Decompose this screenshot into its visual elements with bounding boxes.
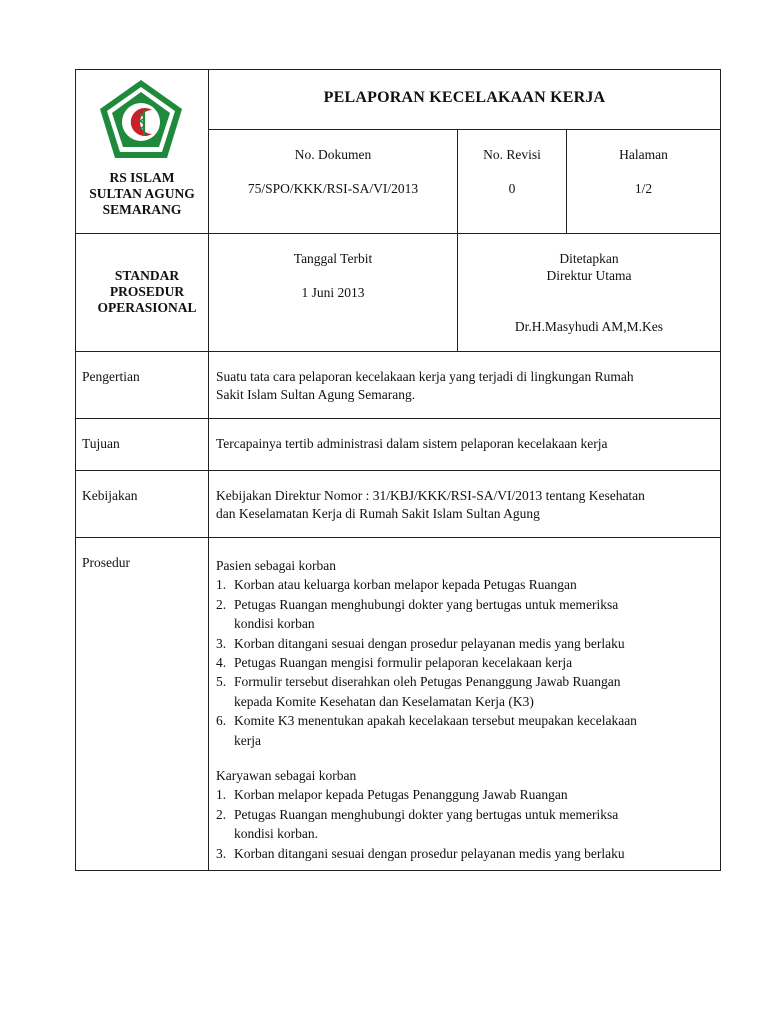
- list-item-text: Korban atau keluarga korban melapor kepada Petugas Ruangan: [234, 577, 577, 593]
- prosedur-content: [216, 556, 716, 863]
- spo-line-3: OPERASIONAL: [97, 300, 197, 315]
- list-item-text: Petugas Ruangan menghubungi dokter yang bertugas untuk memeriksa: [234, 596, 619, 612]
- signatory-name: Dr.H.Masyhudi AM,M.Kes: [514, 319, 664, 334]
- group1-list: [216, 575, 716, 750]
- list-item-number: 1.: [216, 577, 227, 593]
- group2-list: [216, 785, 716, 863]
- no-revisi-label: No. Revisi: [483, 147, 541, 162]
- list-item: [216, 805, 716, 844]
- hospital-name-line-3: SEMARANG: [102, 202, 182, 217]
- list-item-number: 4.: [216, 655, 227, 671]
- row-divider-5: [75, 537, 721, 538]
- row-divider-1: [75, 233, 721, 234]
- kebijakan-line-2: dan Keselamatan Kerja di Rumah Sakit Islam Sultan Agung: [216, 506, 540, 521]
- list-item-number: 6.: [216, 713, 227, 729]
- list-item-text: kerja: [234, 732, 261, 748]
- kebijakan-text: [216, 487, 716, 523]
- group2-title: Karyawan sebagai korban: [216, 768, 357, 784]
- row-divider-2: [75, 351, 721, 352]
- list-item-text: Petugas Ruangan menghubungi dokter yang bertugas untuk memeriksa: [234, 806, 619, 822]
- no-dokumen-value: 75/SPO/KKK/RSI-SA/VI/2013: [247, 181, 419, 196]
- list-item-text: Formulir tersebut diserahkan oleh Petugas Penanggung Jawab Ruangan: [234, 674, 621, 690]
- hospital-name-line-1: RS ISLAM: [109, 170, 175, 185]
- hospital-name-line-2: SULTAN AGUNG: [89, 186, 195, 201]
- prosedur-label: Prosedur: [82, 555, 130, 570]
- list-item-text: kondisi korban.: [234, 826, 318, 842]
- tanggal-terbit-value: 1 Juni 2013: [301, 285, 365, 300]
- tujuan-text: Tercapainya tertib administrasi dalam sistem pelaporan kecelakaan kerja: [216, 436, 608, 451]
- spo-line-1: STANDAR: [114, 268, 180, 283]
- pengertian-text: [216, 368, 716, 404]
- row-divider-3: [75, 418, 721, 419]
- halaman-label: Halaman: [619, 147, 668, 162]
- list-item: [216, 785, 716, 804]
- hospital-logo-icon: [96, 78, 186, 162]
- pengertian-line-2: Sakit Islam Sultan Agung Semarang.: [216, 387, 416, 402]
- direktur-label: Direktur Utama: [546, 268, 632, 283]
- list-item-number: 1.: [216, 787, 227, 803]
- tanggal-terbit-label: Tanggal Terbit: [293, 251, 373, 266]
- row-divider-4: [75, 470, 721, 471]
- halaman-value: 1/2: [634, 181, 653, 196]
- list-item-number: 5.: [216, 674, 227, 690]
- ditetapkan-label: Ditetapkan: [559, 251, 619, 266]
- no-revisi-value: 0: [508, 181, 516, 196]
- list-item-text: Korban melapor kepada Petugas Penanggung Jawab Ruangan: [234, 787, 568, 803]
- list-item: [216, 634, 716, 653]
- list-item: [216, 595, 716, 634]
- list-item: [216, 672, 716, 711]
- list-item-text: Petugas Ruangan mengisi formulir pelaporan kecelakaan kerja: [234, 655, 573, 671]
- list-item: [216, 711, 716, 750]
- title-divider: [208, 129, 720, 130]
- list-item: [216, 575, 716, 594]
- list-item-number: 2.: [216, 596, 227, 612]
- no-dokumen-label: No. Dokumen: [294, 147, 372, 162]
- list-item-number: 3.: [216, 845, 227, 861]
- table-border-top: [75, 69, 721, 70]
- list-item-text: Komite K3 menentukan apakah kecelakaan tersebut meupakan kecelakaan: [234, 713, 637, 729]
- table-border-bottom: [75, 870, 721, 871]
- hospital-logo: [96, 78, 186, 162]
- tujuan-label: Tujuan: [82, 436, 120, 451]
- kebijakan-label: Kebijakan: [82, 488, 138, 503]
- spo-label: [80, 268, 214, 316]
- list-item-text: Korban ditangani sesuai dengan prosedur pelayanan medis yang berlaku: [234, 635, 625, 651]
- list-item: [216, 844, 716, 863]
- document-title: PELAPORAN KECELAKAAN KERJA: [323, 89, 606, 106]
- kebijakan-line-1: Kebijakan Direktur Nomor : 31/KBJ/KKK/RSI-SA/VI/2013 tentang Kesehatan: [216, 488, 645, 503]
- list-item-number: 2.: [216, 806, 227, 822]
- list-item: [216, 653, 716, 672]
- list-item-text: Korban ditangani sesuai dengan prosedur pelayanan medis yang berlaku: [234, 845, 625, 861]
- hospital-name: [76, 170, 208, 218]
- list-item-text: kondisi korban: [234, 616, 315, 632]
- pengertian-line-1: Suatu tata cara pelaporan kecelakaan kerja yang terjadi di lingkungan Rumah: [216, 369, 634, 384]
- list-item-number: 3.: [216, 635, 227, 651]
- pengertian-label: Pengertian: [82, 369, 140, 384]
- spo-line-2: PROSEDUR: [109, 284, 185, 299]
- list-item-text: kepada Komite Kesehatan dan Keselamatan Kerja (K3): [234, 693, 534, 709]
- group1-title: Pasien sebagai korban: [216, 558, 336, 573]
